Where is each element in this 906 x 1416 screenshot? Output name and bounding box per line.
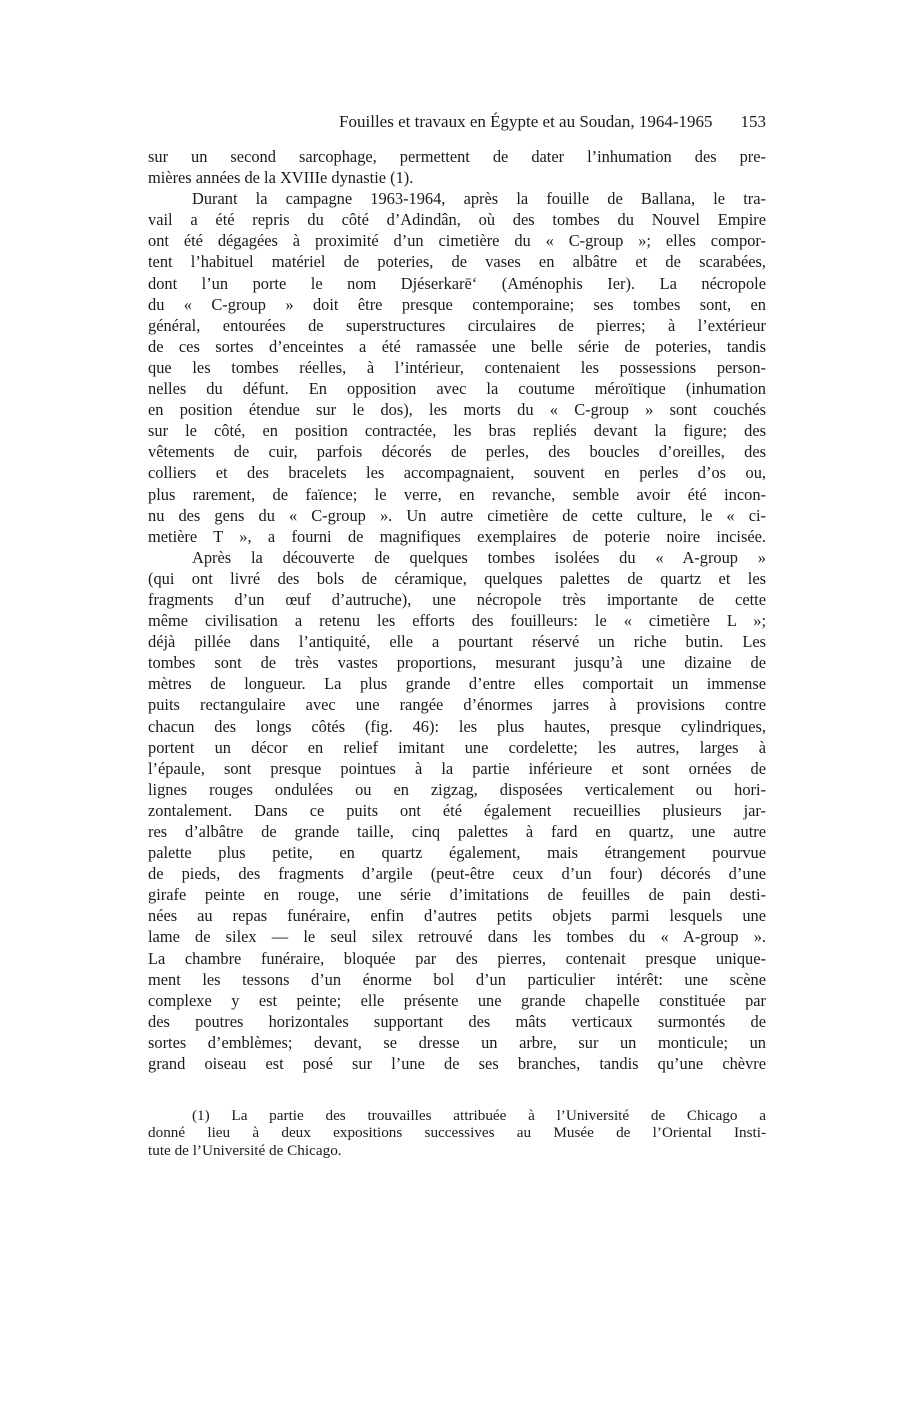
text-line: général, entourées de superstructures circulaires de pierres; à l’extérieur bbox=[148, 315, 766, 335]
footnote-line: donné lieu à deux expositions successives au Musée de l’Oriental Insti- bbox=[148, 1124, 766, 1142]
running-header bbox=[148, 112, 766, 132]
text-line: lignes rouges ondulées ou en zigzag, disposées verticalement ou hori- bbox=[148, 779, 766, 799]
footnote bbox=[148, 1107, 766, 1159]
text-line: des poutres horizontales supportant des mâts verticaux surmontés de bbox=[148, 1011, 766, 1031]
text-line: metière T », a fourni de magnifiques exemplaires de poterie noire incisée. bbox=[148, 526, 766, 546]
text-line: lame de silex — le seul silex retrouvé dans les tombes du « A-group ». bbox=[148, 927, 766, 947]
text-line: nées au repas funéraire, enfin d’autres petits objets parmi lesquels une bbox=[148, 906, 766, 926]
text-line: ment les tessons d’un énorme bol d’un particulier intérêt: une scène bbox=[148, 969, 766, 989]
text-line: du « C-group » doit être presque contemporaine; ses tombes sont, en bbox=[148, 294, 766, 314]
text-line: sur le côté, en position contractée, les bras repliés devant la figure; des bbox=[148, 421, 766, 441]
text-line: Après la découverte de quelques tombes isolées du « A-group » bbox=[192, 547, 766, 567]
text-line: La chambre funéraire, bloquée par des pierres, contenait presque unique- bbox=[148, 948, 766, 968]
text-line: puits rectangulaire avec une rangée d’énormes jarres à provisions contre bbox=[148, 695, 766, 715]
text-line: de ces sortes d’enceintes a été ramassée une belle série de poteries, tandis bbox=[148, 336, 766, 356]
running-title: Fouilles et travaux en Égypte et au Soudan, 1964-1965 bbox=[339, 112, 713, 131]
text-line: plus rarement, de faïence; le verre, en revanche, semble avoir été incon- bbox=[148, 484, 766, 504]
text-line: mières années de la XVIIIe dynastie (1). bbox=[148, 168, 414, 188]
text-line: nu des gens du « C-group ». Un autre cimetière de cette culture, le « ci- bbox=[148, 505, 766, 525]
text-line: ont été dégagées à proximité d’un cimetière du « C-group »; elles compor- bbox=[148, 231, 766, 251]
footnote-line: (1) La partie des trouvailles attribuée à l’Université de Chicago a bbox=[192, 1107, 766, 1124]
text-line: l’épaule, sont presque pointues à la partie inférieure et sont ornées de bbox=[148, 758, 766, 778]
text-line: portent un décor en relief imitant une cordelette; les autres, larges à bbox=[148, 737, 766, 757]
text-line: que les tombes réelles, à l’intérieur, contenaient les possessions person- bbox=[148, 357, 766, 377]
text-line: res d’albâtre de grande taille, cinq palettes à fard en quartz, une autre bbox=[148, 822, 766, 841]
text-line: vêtements de cuir, parfois décorés de perles, des boucles d’oreilles, des bbox=[148, 442, 766, 462]
text-line: tent l’habituel matériel de poteries, de vases en albâtre et de scarabées, bbox=[148, 252, 766, 272]
text-line: (qui ont livré des bols de céramique, quelques palettes de quartz et les bbox=[148, 568, 766, 588]
text-line: mètres de longueur. La plus grande d’entre elles comportait un immense bbox=[148, 674, 766, 694]
text-line: palette plus petite, en quartz également, mais étrangement pourvue bbox=[148, 843, 766, 863]
text-line: sur un second sarcophage, permettent de dater l’inhumation des pre- bbox=[148, 147, 766, 166]
text-line: dont l’un porte le nom Djéserkarē‘ (Aménophis Ier). La nécropole bbox=[148, 273, 766, 293]
main-text bbox=[148, 146, 766, 1074]
text-line: grand oiseau est posé sur l’une de ses branches, tandis qu’une chèvre bbox=[148, 1054, 766, 1074]
text-line: girafe peinte en rouge, une série d’imitations de feuilles de pain desti- bbox=[148, 885, 766, 905]
text-line: zontalement. Dans ce puits ont été également recueillies plusieurs jar- bbox=[148, 800, 766, 820]
text-line: déjà pillée dans l’antiquité, elle a pourtant réservé un riche butin. Les bbox=[148, 632, 766, 652]
text-line: chacun des longs côtés (fig. 46): les plus hautes, presque cylindriques, bbox=[148, 716, 766, 736]
text-line: en position étendue sur le dos), les morts du « C-group » sont couchés bbox=[148, 400, 766, 420]
text-line: même civilisation a retenu les efforts des fouilleurs: le « cimetière L »; bbox=[148, 611, 766, 631]
text-line: colliers et des bracelets les accompagnaient, souvent en perles d’os ou, bbox=[148, 463, 766, 483]
text-line: Durant la campagne 1963-1964, après la fouille de Ballana, le tra- bbox=[192, 189, 766, 209]
text-line: complexe y est peinte; elle présente une grande chapelle constituée par bbox=[148, 990, 766, 1010]
footnote-line: tute de l’Université de Chicago. bbox=[148, 1141, 342, 1159]
text-line: fragments d’un œuf d’autruche), une nécropole très importante de cette bbox=[148, 589, 766, 609]
text-line: nelles du défunt. En opposition avec la coutume méroïtique (inhumation bbox=[148, 379, 766, 399]
text-line: vail a été repris du côté d’Adindân, où des tombes du Nouvel Empire bbox=[148, 210, 766, 230]
text-line: de pieds, des fragments d’argile (peut-être ceux d’un four) décorés d’une bbox=[148, 864, 766, 884]
text-line: sortes d’emblèmes; devant, se dresse un arbre, sur un monticule; un bbox=[148, 1032, 766, 1052]
page-number: 153 bbox=[740, 112, 766, 131]
text-line: tombes sont de très vastes proportions, mesurant jusqu’à une dizaine de bbox=[148, 653, 766, 673]
